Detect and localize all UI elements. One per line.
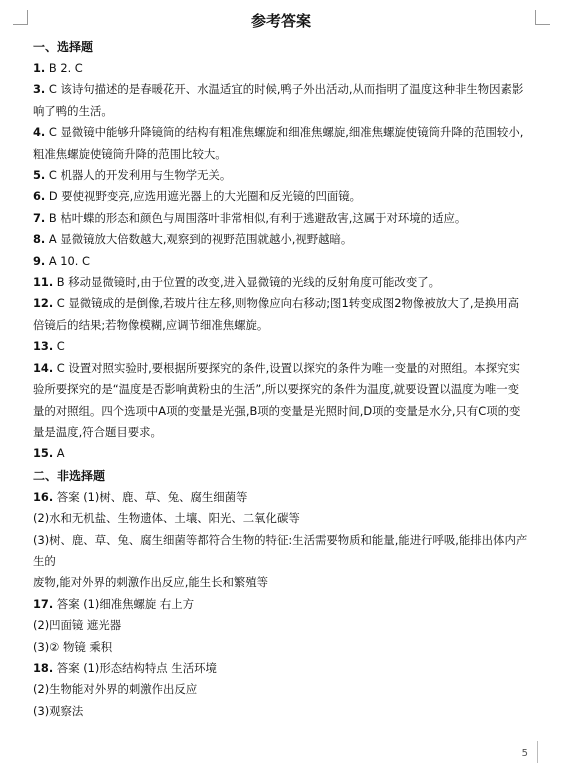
- answer-text: C 显微镜中能够升降镜筒的结构有粗准焦螺旋和细准焦螺旋,细准焦螺旋使镜筒升降的范围较小,粗准焦螺旋使镜筒升降的范围比较大。: [33, 125, 524, 161]
- answer-text: (2)生物能对外界的刺激作出反应: [33, 682, 198, 697]
- answer-item: [33, 229, 529, 250]
- answer-item: [33, 637, 529, 658]
- answer-item: [33, 79, 529, 122]
- answer-item: [33, 58, 529, 79]
- answer-item: [33, 208, 529, 229]
- answer-item: [33, 508, 529, 529]
- answer-text: C 显微镜成的是倒像,若玻片往左移,则物像应向右移动;图1转变成图2物像被放大了,是换用高倍镜后的结果;若物像模糊,应调节细准焦螺旋。: [33, 296, 520, 332]
- answer-item: [33, 615, 529, 636]
- answer-text: A 10. C: [45, 253, 90, 268]
- answer-text: (2)水和无机盐、生物遗体、土壤、阳光、二氧化碳等: [33, 511, 300, 526]
- page-number: 5: [521, 748, 528, 759]
- answer-item: [33, 122, 529, 165]
- answer-number: 5.: [33, 168, 46, 183]
- answer-item: [33, 658, 529, 679]
- answer-item: [33, 251, 529, 272]
- section-heading: 一、选择题: [33, 40, 94, 54]
- answer-text: (3)树、鹿、草、兔、腐生细菌等都符合生物的特征:生活需要物质和能量,能进行呼吸,能排出体内产生的: [33, 532, 528, 568]
- document-page: [33, 10, 529, 722]
- answer-number: 18.: [33, 660, 54, 675]
- answer-item: [33, 701, 529, 722]
- answer-text: 答案 (1)细准焦螺旋 右上方: [53, 596, 195, 611]
- answer-item: [33, 443, 529, 464]
- answer-item: [33, 487, 529, 508]
- answer-number: 6.: [33, 189, 46, 204]
- answer-number: 12.: [33, 296, 54, 311]
- answer-text: A: [53, 446, 65, 461]
- answer-item: [33, 679, 529, 700]
- answer-number: 9.: [33, 253, 46, 268]
- answer-text: C 该诗句描述的是春暖花开、水温适宜的时候,鸭子外出活动,从而指明了温度这种非生物因素影响了鸭的生活。: [33, 82, 524, 118]
- answer-text: (3)观察法: [33, 703, 84, 718]
- section-heading: 二、非选择题: [33, 468, 106, 483]
- answer-text: D 要使视野变亮,应选用遮光器上的大光圈和反光镜的凹面镜。: [45, 189, 362, 204]
- answer-text: C 机器人的开发利用与生物学无关。: [45, 168, 232, 183]
- crop-mark-top-right: [535, 10, 550, 25]
- answer-number: 1.: [33, 61, 46, 75]
- page-title: 参考答案: [250, 12, 311, 30]
- answer-text: 答案 (1)树、鹿、草、兔、腐生细菌等: [53, 489, 248, 504]
- answer-item: [33, 165, 529, 186]
- answer-number: 4.: [33, 125, 46, 140]
- crop-mark-top-left: [13, 10, 28, 25]
- answer-item: [33, 186, 529, 207]
- answer-text: (3)② 物镜 乘积: [33, 639, 113, 654]
- corner-mark: [537, 741, 538, 763]
- answer-item: [33, 293, 529, 336]
- answer-item: [33, 272, 529, 293]
- answer-text: (2)凹面镜 遮光器: [33, 618, 122, 633]
- answer-text: 废物,能对外界的刺激作出反应,能生长和繁殖等: [33, 575, 269, 590]
- answer-number: 11.: [33, 275, 54, 290]
- answer-item: [33, 336, 529, 357]
- answer-number: 8.: [33, 232, 46, 247]
- answer-sections: [33, 36, 529, 722]
- answer-item: [33, 572, 529, 593]
- answer-number: 13.: [33, 339, 54, 354]
- answer-item: [33, 594, 529, 615]
- answer-number: 14.: [33, 360, 54, 375]
- answer-text: B 移动显微镜时,由于位置的改变,进入显微镜的光线的反射角度可能改变了。: [53, 275, 440, 290]
- answer-number: 3.: [33, 82, 46, 97]
- answer-number: 7.: [33, 210, 46, 225]
- answer-text: C: [53, 339, 65, 354]
- answer-number: 15.: [33, 446, 54, 461]
- answer-item: [33, 358, 529, 444]
- answer-item: [33, 530, 529, 573]
- answer-text: B 2. C: [45, 61, 83, 75]
- answer-number: 17.: [33, 596, 54, 611]
- answer-text: C 设置对照实验时,要根据所要探究的条件,设置以探究的条件为唯一变量的对照组。本探究实验所要探究的是“温度是否影响黄粉虫的生活”,所以要探究的条件为温度,就要设置以温度为唯一变量的对照组。四个选项中A项的变量是光强,B项的变量是光照时间,D项的变量是水分,只有C项的变量是温度,符合题目要求。: [33, 360, 521, 439]
- answer-text: B 枯叶蝶的形态和颜色与周围落叶非常相似,有利于逃避敌害,这属于对环境的适应。: [45, 210, 467, 225]
- answer-text: 答案 (1)形态结构特点 生活环境: [53, 660, 217, 675]
- answer-number: 16.: [33, 489, 54, 504]
- answer-text: A 显微镜放大倍数越大,观察到的视野范围就越小,视野越暗。: [45, 232, 353, 247]
